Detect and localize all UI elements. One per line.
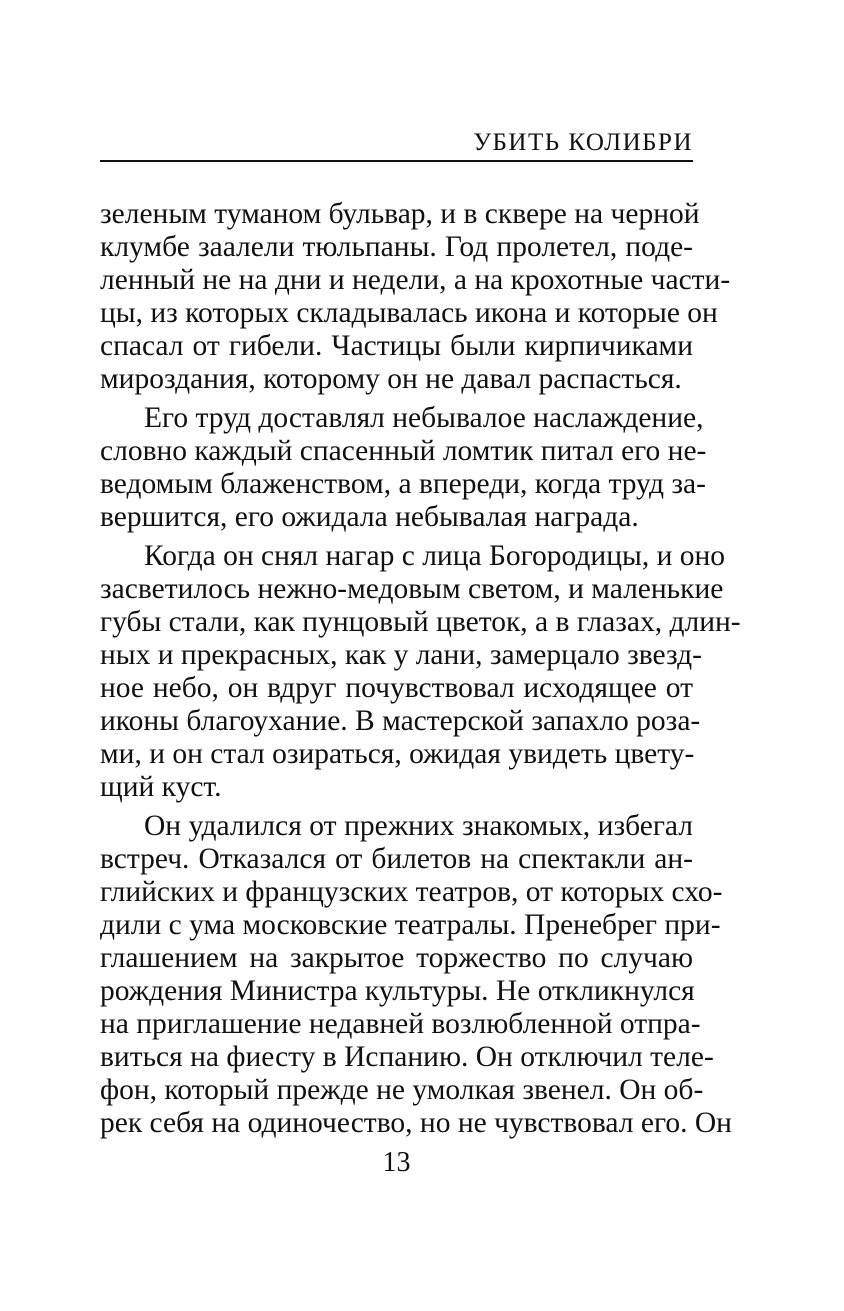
paragraph bbox=[100, 810, 732, 1140]
text-line: Когда он снял нагар с лица Богородицы, и оно bbox=[144, 540, 726, 572]
paragraph bbox=[100, 198, 731, 396]
text-line: мироздания, которому он не давал распасться. bbox=[100, 363, 682, 395]
text-line: словно каждый спасенный ломтик питал его не- bbox=[100, 435, 707, 467]
paragraph bbox=[100, 402, 707, 534]
text-line: рек себя на одиночество, но не чувствовал его. Он bbox=[100, 1107, 732, 1139]
header-rule bbox=[100, 160, 693, 162]
text-line: на приглашение недавней возлюбленной отпра- bbox=[100, 1008, 701, 1040]
text-line: глашением на закрытое торжество по случаю bbox=[100, 942, 693, 974]
text-line: Он удалился от прежних знакомых, избегал bbox=[144, 810, 693, 842]
text-line: фон, который прежде не умолкая звенел. Он об- bbox=[100, 1074, 704, 1106]
text-line: спасал от гибели. Частицы были кирпичиками bbox=[100, 330, 693, 362]
text-line: встреч. Отказался от билетов на спектакли ан- bbox=[100, 843, 693, 875]
text-line: клумбе заалели тюльпаны. Год пролетел, поде- bbox=[100, 231, 693, 263]
text-line: засветилось нежно-медовым светом, и маленькие bbox=[100, 573, 724, 605]
text-line: виться на фиесту в Испанию. Он отключил теле- bbox=[100, 1041, 714, 1073]
text-line: ное небо, он вдруг почувствовал исходящее от bbox=[100, 672, 693, 704]
paragraph bbox=[100, 540, 741, 804]
text-line: глийских и французских театров, от которых схо- bbox=[100, 876, 723, 908]
text-line: рождения Министра культуры. Не откликнулся bbox=[100, 975, 695, 1007]
text-line: щий куст. bbox=[100, 771, 222, 803]
text-line: цы, из которых складывалась икона и которые он bbox=[100, 297, 718, 329]
running-head: УБИТЬ КОЛИБРИ bbox=[473, 129, 693, 156]
body-text bbox=[100, 198, 741, 1140]
text-line: дили с ума московские театралы. Пренебрег при- bbox=[100, 909, 721, 941]
text-line: губы стали, как пунцовый цветок, а в глазах, длин- bbox=[100, 606, 741, 638]
text-line: иконы благоухание. В мастерской запахло роза- bbox=[100, 705, 701, 737]
text-line: вершится, его ожидала небывалая награда. bbox=[100, 501, 639, 533]
text-line: ми, и он стал озираться, ожидая увидеть цвету- bbox=[100, 738, 695, 770]
text-line: Его труд доставлял небывалое наслаждение, bbox=[144, 402, 704, 434]
text-line: ведомым блаженством, а впереди, когда труд за- bbox=[100, 468, 706, 500]
text-line: ных и прекрасных, как у лани, замерцало звезд- bbox=[100, 639, 702, 671]
page-number: 13 bbox=[382, 1147, 411, 1178]
text-line: ленный не на дни и недели, а на крохотные части- bbox=[100, 264, 731, 296]
text-line: зеленым туманом бульвар, и в сквере на черной bbox=[100, 198, 700, 230]
